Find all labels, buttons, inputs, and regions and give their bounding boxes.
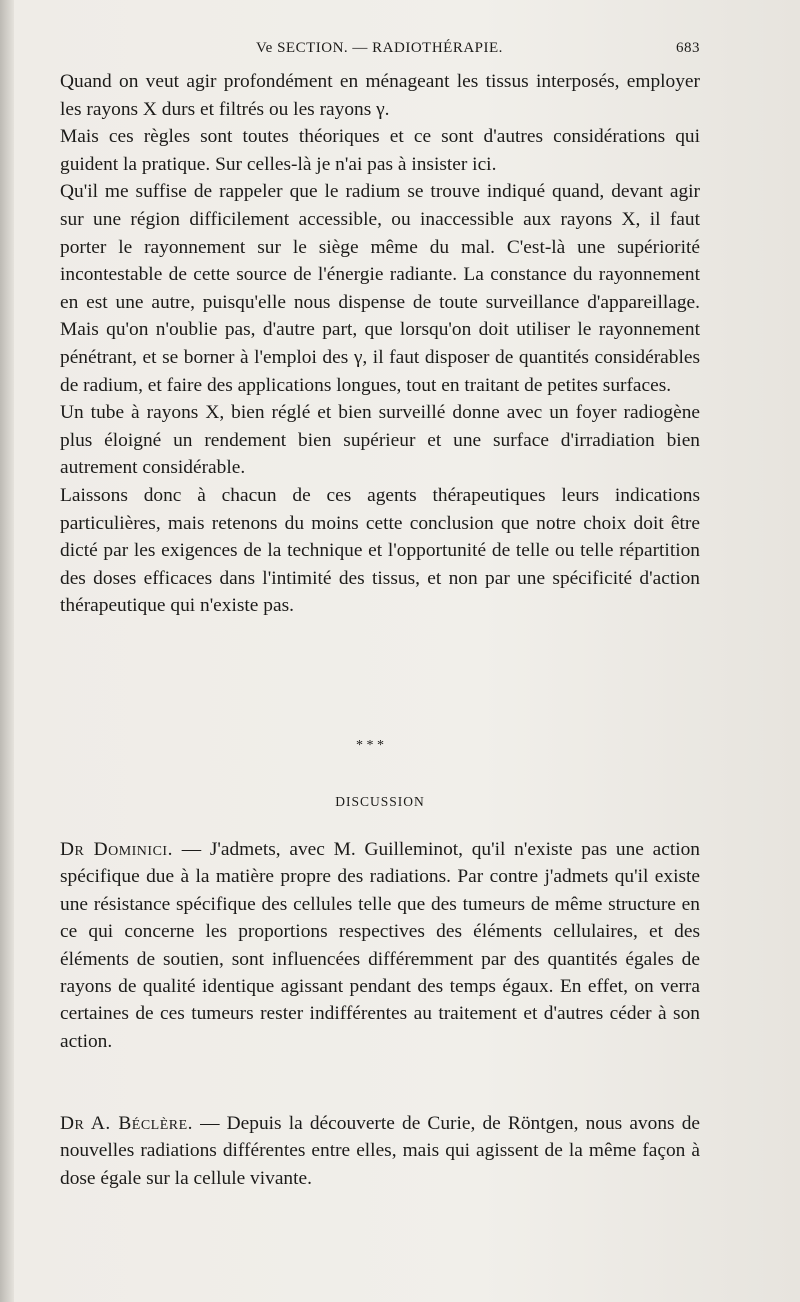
page-number: 683: [676, 40, 700, 56]
paragraph-4: Un tube à rayons X, bien réglé et bien surveillé donne avec un foyer radiogène plus éloigné un rendement bien supérieur et une surface d'irradiation bien autrement considérable.: [60, 402, 700, 479]
section-separator-asterism: * * *: [356, 738, 384, 753]
speaker-name: Dr A. Béclère.: [60, 1113, 194, 1134]
speaker-block-dominici: [60, 836, 700, 1055]
paragraph-2: Mais ces règles sont toutes théoriques et ce sont d'autres considérations qui guident la pratique. Sur celles-là je n'ai pas à insister ici.: [60, 126, 700, 175]
main-text: [60, 68, 700, 620]
speaker-name: Dr Dominici.: [60, 839, 173, 860]
paragraph-3: Qu'il me suffise de rappeler que le radium se trouve indiqué quand, devant agir sur une région difficilement accessible, ou inaccessible aux rayons X, il faut porter le rayonnement sur le siège même du mal. C'est-là une supériorité incontestable de cette source de l'énergie radiante. La constance du rayonnement en est une autre, puisqu'elle nous dispense de toute surveillance d'appareillage. Mais qu'on n'oublie pas, d'autre part, que lorsqu'on doit utiliser le rayonnement pénétrant, et se borner à l'emploi des γ, il faut disposer de quantités considérables de radium, et faire des applications longues, tout en traitant de petites surfaces.: [60, 181, 700, 396]
discussion-heading: DISCUSSION: [335, 794, 425, 809]
speaker-text: — J'admets, avec M. Guilleminot, qu'il n'existe pas une action spécifique due à la matière propre des radiations. Par contre j'admets qu'il existe une résistance spécifique des cellules telle que des tumeurs de même structure en ce qui concerne les proportions respectives des éléments cellulaires, et des éléments de soutien, sont influencées différemment par des quantités égales de rayons de qualité identique agissant pendant des temps égaux. En effet, on verra certaines de ces tumeurs rester indifférentes au traitement et d'autres céder à son action.: [60, 839, 700, 1052]
running-header-section: Ve SECTION. — RADIOTHÉRAPIE.: [256, 40, 503, 56]
running-header: [60, 40, 700, 64]
speaker-paragraph: [60, 836, 700, 1055]
speaker-paragraph: [60, 1110, 700, 1192]
speaker-block-beclere: [60, 1110, 700, 1192]
speaker-text: — Depuis la découverte de Curie, de Röntgen, nous avons de nouvelles radiations différentes entre elles, mais qui agissent de la même façon à dose égale sur la cellule vivante.: [60, 1113, 700, 1189]
paragraph-5: Laissons donc à chacun de ces agents thérapeutiques leurs indications particulières, mais retenons du moins cette conclusion que notre choix doit être dicté par les exigences de la technique et l'opportunité de telle ou telle répartition des doses efficaces dans l'intimité des tissus, et non par une spécificité d'action thérapeutique qui n'existe pas.: [60, 484, 700, 617]
page-gutter-shadow: [0, 0, 14, 1302]
paragraph-1: Quand on veut agir profondément en ménageant les tissus interposés, employer les rayons X durs et filtrés ou les rayons γ.: [60, 71, 700, 120]
